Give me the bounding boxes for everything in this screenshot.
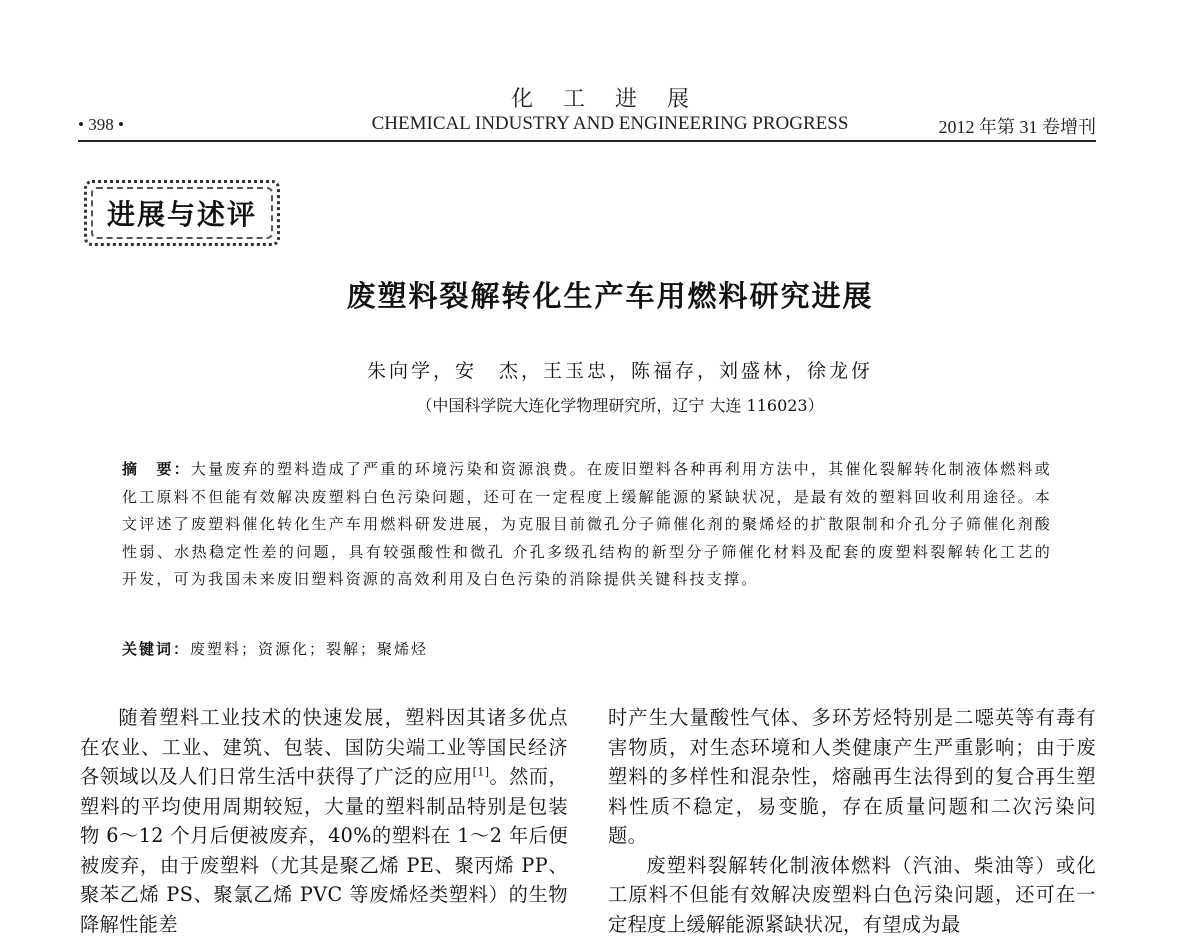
paragraph: 废塑料裂解转化制液体燃料（汽油、柴油等）或化工原料不但能有效解决废塑料白色污染问题，还可在一定程度上缓解能源紧缺状况，有望成为最: [608, 853, 1096, 936]
keywords: [122, 638, 428, 659]
page-number: • 398 •: [78, 115, 124, 134]
journal-title-en: CHEMICAL INDUSTRY AND ENGINEERING PROGRESS: [371, 113, 849, 134]
section-badge: [84, 180, 280, 246]
paragraph-text: 随着塑料工业技术的快速发展，塑料因其诸多优点在农业、工业、建筑、包装、国防尖端工业等国民经济各领域以及人们日常生活中获得了广泛的应用: [80, 706, 568, 788]
issue-info: 2012 年第 31 卷增刊: [938, 117, 1096, 137]
header-rule: [78, 140, 1096, 142]
abstract-text: 大量废弃的塑料造成了严重的环境污染和资源浪费。在废旧塑料各种再利用方法中，其催化裂解转化制液体燃料或化工原料不但能有效解决废塑料白色污染问题，还可在一定程度上缓解能源的紧缺状况，是最有效的塑料回收利用途径。本文评述了废塑料催化转化生产车用燃料研发进展，为克服目前微孔分子筛催化剂的聚烯烃的扩散限制和介孔分子筛催化剂酸性弱、水热稳定性差的问题，具有较强酸性和微孔 介孔多级孔结构的新型分子筛催化材料及配套的废塑料裂解转化工艺的开发，可为我国未来废旧塑料资源的高效利用及白色污染的消除提供关键科技支撑。: [122, 460, 1052, 588]
citation-ref[interactable]: [1]: [472, 765, 490, 779]
abstract-label: 摘 要：: [122, 460, 191, 478]
body-left-column: [80, 703, 568, 939]
keywords-label: 关键词：: [122, 640, 191, 658]
keywords-text: 废塑料；资源化；裂解；聚烯烃: [190, 640, 429, 658]
body-right-column: [608, 703, 1096, 939]
section-label: 进展与述评: [106, 198, 257, 231]
article-title: 废塑料裂解转化生产车用燃料研究进展: [346, 279, 874, 313]
paragraph: [80, 703, 568, 939]
journal-title-cn: 化工进展: [510, 87, 719, 112]
paragraph: 时产生大量酸性气体、多环芳烃特别是二噁英等有毒有害物质，对生态环境和人类健康产生严重影响；由于废塑料的多样性和混杂性，熔融再生法得到的复合再生塑料性质不稳定，易变脆，存在质量问题和二次污染问题。: [608, 706, 1096, 847]
paragraph-text: 。然而，塑料的平均使用周期较短，大量的塑料制品特别是包装物 6～12 个月后便被废弃，40%的塑料在 1～2 年后便被废弃，由于废塑料（尤其是聚乙烯 PE、聚丙烯 PP、聚苯乙烯 PS、聚氯乙烯 PVC 等废烯烃类塑料）的生物降解性能差: [80, 765, 569, 936]
authors: 朱向学，安 杰，王玉忠，陈福存，刘盛林，徐龙伢: [366, 360, 873, 382]
abstract: [122, 456, 1052, 594]
affiliation: （中国科学院大连化学物理研究所，辽宁 大连 116023）: [416, 396, 824, 415]
